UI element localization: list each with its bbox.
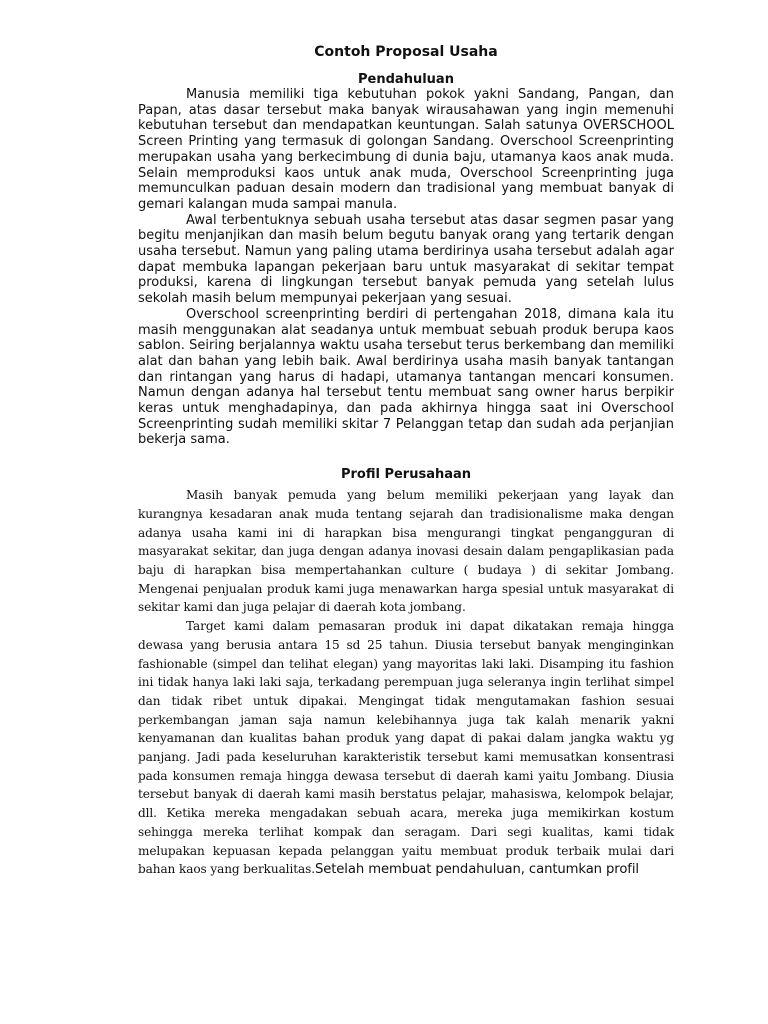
section-profil-perusahaan — [138, 467, 674, 880]
trailing-sans-text: Setelah membuat pendahuluan, cantumkan profil — [314, 862, 639, 878]
section-heading-pendahuluan: Pendahuluan — [358, 72, 454, 87]
paragraph: Masih banyak pemuda yang belum memiliki pekerjaan yang layak dan kurangnya kesadaran anak muda tentang sejarah dan tradisionalisme maka dengan adanya usaha kami ini di harapkan bisa mengurangi tingkat pengangguran di masyarakat sekitar, dan juga dengan adanya inovasi desain dalam pengaplikasian pada baju di harapkan bisa mempertahankan culture ( budaya ) di sekitar Jombang. Mengenai penjualan produk kami juga menawarkan harga spesial untuk masyarakat di sekitar kami dan juga pelajar di daerah kota jombang. — [138, 488, 674, 615]
paragraph: Awal terbentuknya sebuah usaha tersebut atas dasar segmen pasar yang begitu menjanjikan dan masih belum begutu banyak orang yang tertarik dengan usaha tersebut. Namun yang paling utama berdirinya usaha tersebut adalah agar dapat membuka lapangan pekerjaan baru untuk masyarakat di sekitar tempat produksi, karena di lingkungan tersebut banyak pemuda yang setelah lulus sekolah masih belum mempunyai pekerjaan yang sesuai. — [138, 212, 674, 307]
paragraph: Manusia memiliki tiga kebutuhan pokok yakni Sandang, Pangan, dan Papan, atas dasar tersebut maka banyak wirausahawan yang ingin memenuhi kebutuhan tersebut dan mendapatkan keuntungan. Salah satunya OVERSCHOOL Screen Printing yang termasuk di golongan Sandang. Overschool Screenprinting merupakan usaha yang berkecimbung di dunia baju, utamanya kaos anak muda. Selain memproduksi kaos untuk anak muda, Overschool Screenprinting juga memunculkan paduan desain modern dan tradisional yang membuat banyak di gemari kalangan muda sampai manula. — [138, 87, 674, 212]
paragraph: Overschool screenprinting berdiri di pertengahan 2018, dimana kala itu masih menggunakan alat seadanya untuk membuat sebuah produk berupa kaos sablon. Seiring berjalannya waktu usaha tersebut terus berkembang dan memiliki alat dan bahan yang lebih baik. Awal berdirinya usaha masih banyak tantangan dan rintangan yang harus di hadapi, utamanya tantangan mencari konsumen. Namun dengan adanya hal tersebut tentu membuat sang owner harus berpikir keras untuk menghadapinya, dan pada akhirnya hingga saat ini Overschool Screenprinting sudah memiliki skitar 7 Pelanggan tetap dan sudah ada perjanjian bekerja sama. — [138, 306, 674, 448]
section-heading-profil: Profil Perusahaan — [340, 467, 472, 483]
paragraph-body: Target kami dalam pemasaran produk ini dapat dikatakan remaja hingga dewasa yang berusia antara 15 sd 25 tahun. Diusia tersebut banyak menginginkan fashionable (simpel dan telihat elegan) yang mayoritas laki laki. Disamping itu fashion ini tidak hanya laki laki saja, terkadang perempuan juga seleranya ingin terlihat simpel dan tidak ribet untuk dipakai. Mengingat tidak mengutamakan fashion sesuai perkembangan jaman saja namun kelebihannya juga tak kalah menarik yakni kenyamanan dan kualitas bahan produk yang dapat di pakai dalam jangka waktu yg panjang. Jadi pada keseluruhan karakteristik tersebut kami memusatkan konsentrasi pada konsumen remaja hingga dewasa tersebut di daerah kami yaitu Jombang. Diusia tersebut banyak di daerah kami masih berstatus pelajar, mahasiswa, kelompok belajar, dll. Ketika mereka mengadakan sebuah acara, mereka juga memikirkan kostum sehingga mereka terlihat kompak dan seragam. Dari segi kualitas, kami tidak melupakan kepuasan kepada pelanggan yaitu membuat produk terbaik mulai dari bahan kaos yang berkualitas. — [138, 619, 674, 877]
paragraph-with-trailing — [138, 617, 674, 880]
section-spacer — [138, 448, 674, 467]
document-title: Contoh Proposal Usaha — [314, 44, 498, 60]
section-pendahuluan — [138, 72, 674, 448]
